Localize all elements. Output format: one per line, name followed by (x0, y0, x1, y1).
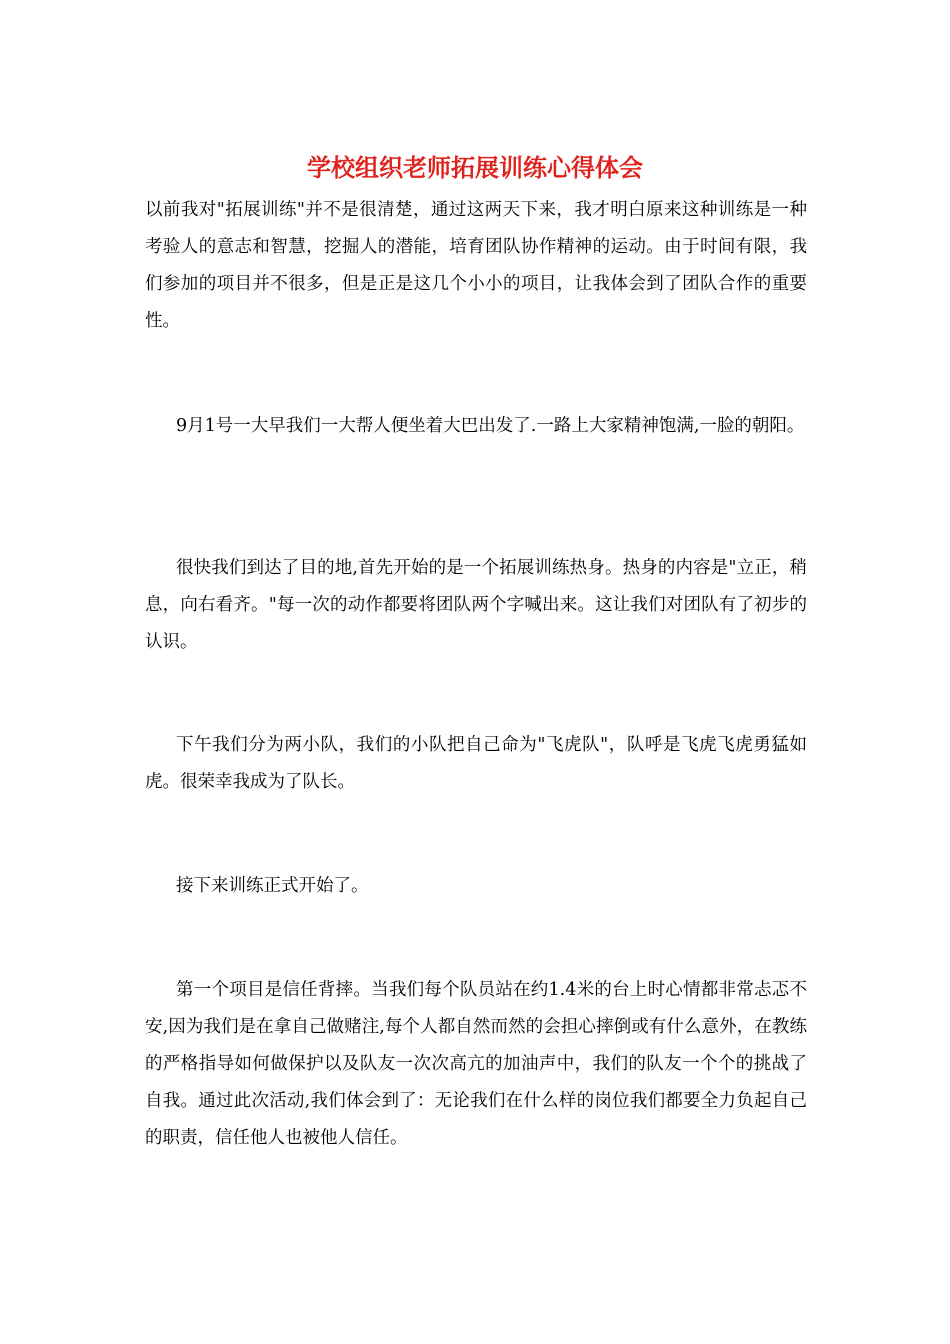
paragraph-departure: 9月1号一大早我们一大帮人便坐着大巴出发了.一路上大家精神饱满,一脸的朝阳。 (176, 416, 805, 436)
paragraph-team: 下午我们分为两小队，我们的小队把自己命为"飞虎队"，队呼是飞虎飞虎勇猛如虎。很荣幸我成为了队长。 (145, 735, 807, 792)
paragraph-warmup: 很快我们到达了目的地,首先开始的是一个拓展训练热身。热身的内容是"立正，稍息，向右看齐。"每一次的动作都要将团队两个字喊出来。这让我们对团队有了初步的认识。 (145, 558, 807, 652)
paragraph-trust-fall: 第一个项目是信任背摔。当我们每个队员站在约1.4米的台上时心情都非常忐忑不安,因为我们是在拿自己做赌注,每个人都自然而然的会担心摔倒或有什么意外，在教练的严格指导如何做保护以及队友一次次高亢的加油声中，我们的队友一个个的挑战了自我。通过此次活动,我们体会到了：无论我们在什么样的岗位我们都要全力负起自己的职责，信任他人也被他人信任。 (145, 980, 807, 1148)
document-title: 学校组织老师拓展训练心得体会 (307, 153, 643, 182)
paragraph-start: 接下来训练正式开始了。 (176, 876, 369, 896)
paragraph-intro: 以前我对"拓展训练"并不是很清楚，通过这两天下来，我才明白原来这种训练是一种考验人的意志和智慧，挖掘人的潜能，培育团队协作精神的运动。由于时间有限，我们参加的项目并不很多，但是正是这几个小小的项目，让我体会到了团队合作的重要性。 (145, 200, 807, 331)
